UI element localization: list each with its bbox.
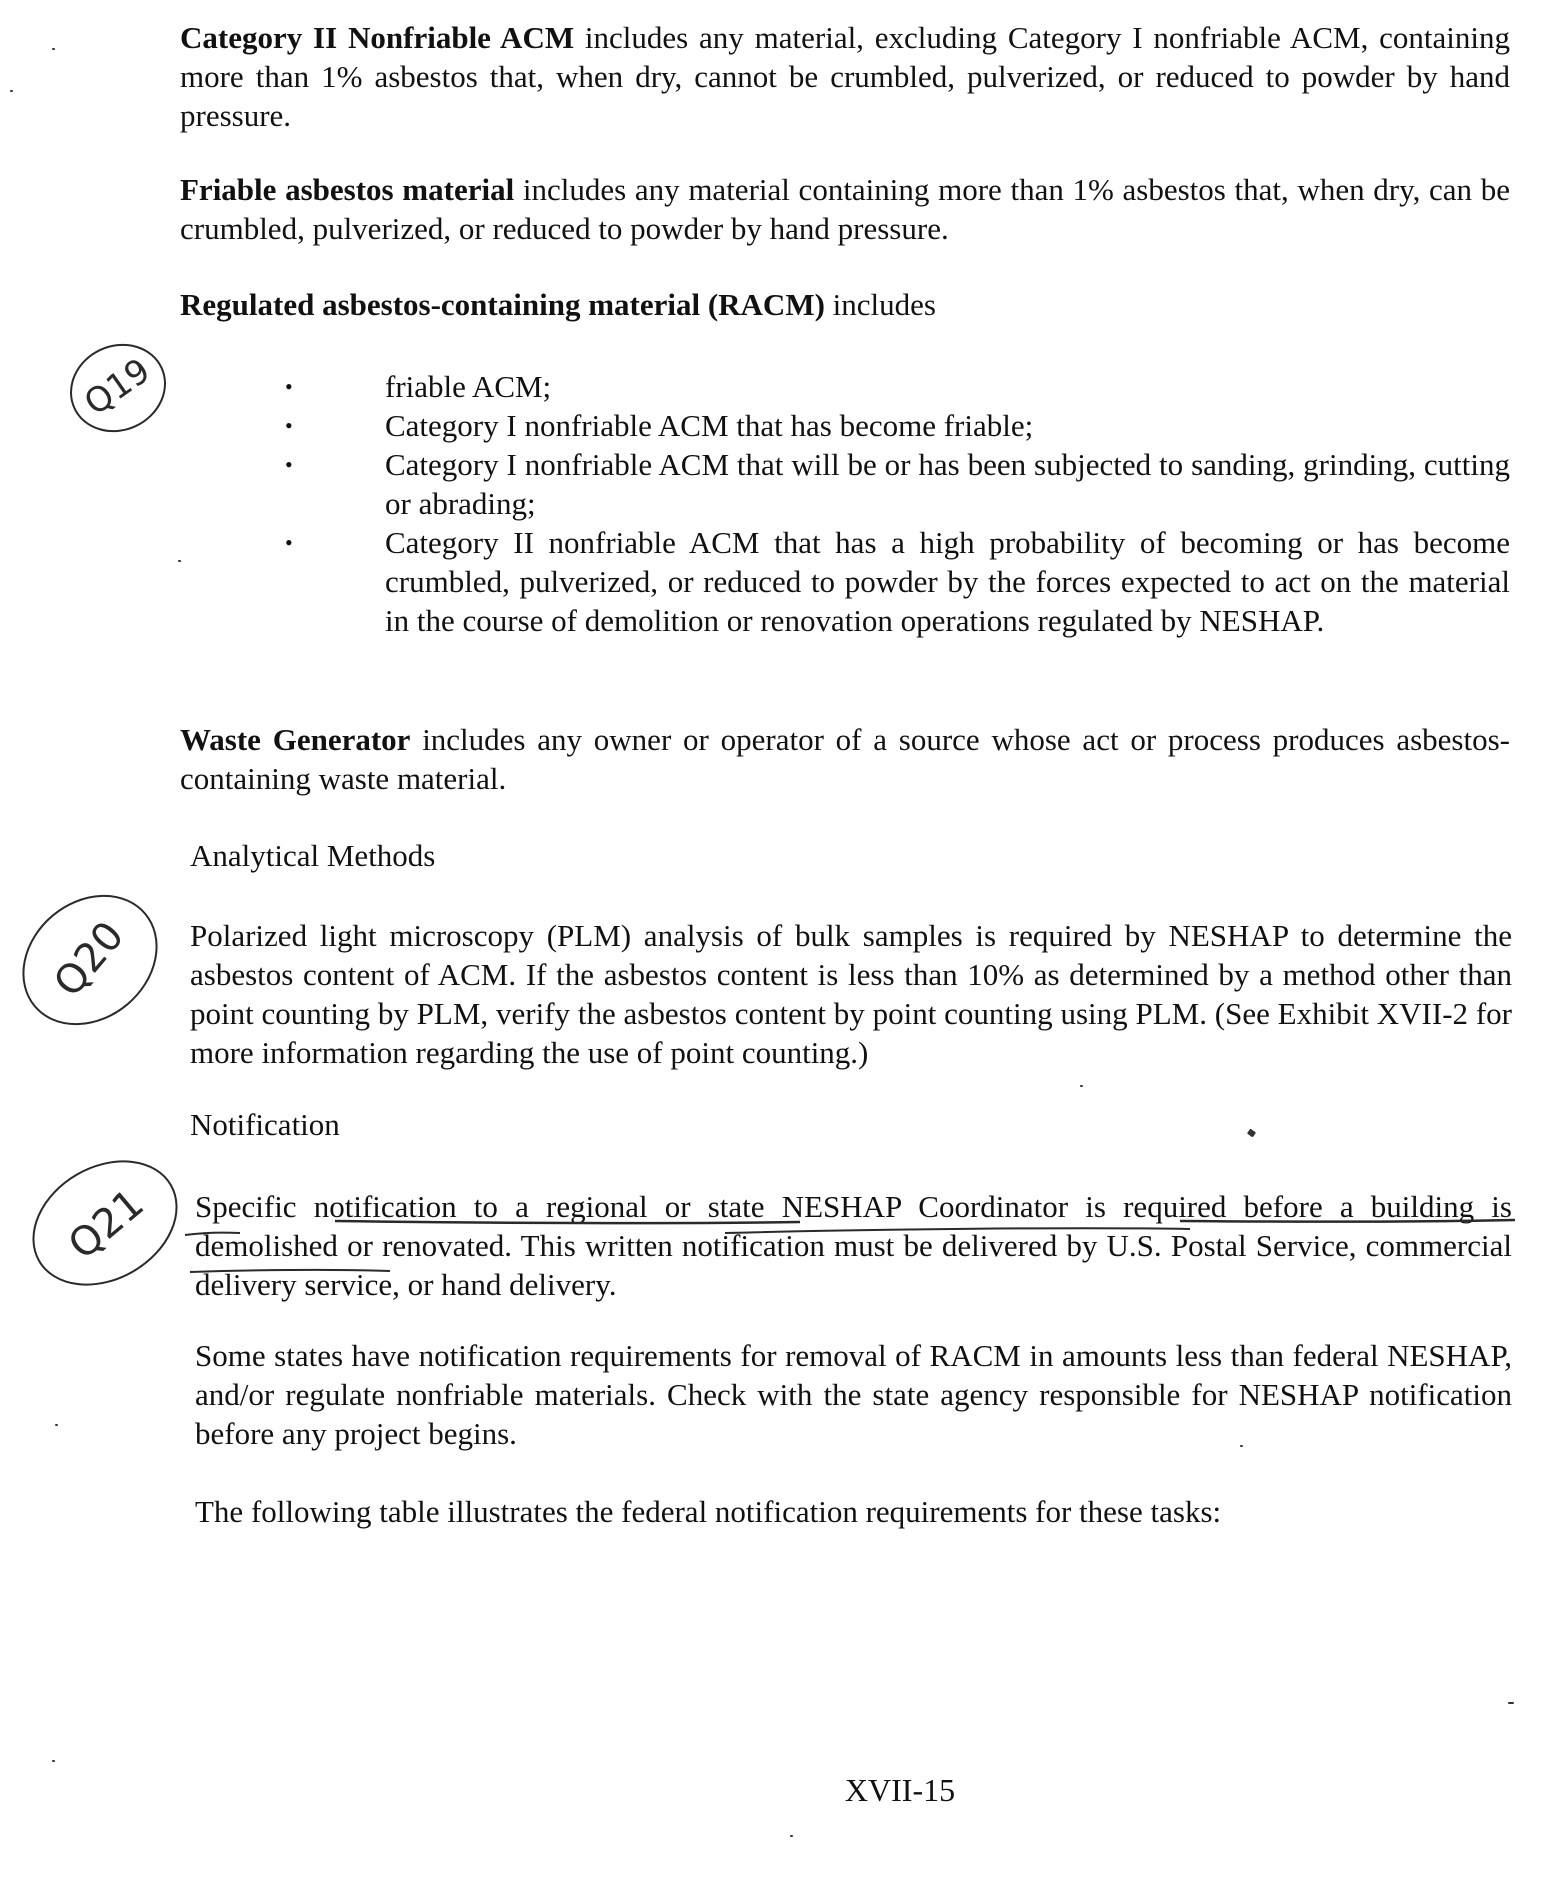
pencil-underlines — [180, 1185, 1520, 1295]
scan-speck — [1508, 1702, 1514, 1704]
scan-speck — [10, 90, 13, 92]
scan-speck — [55, 1424, 58, 1426]
term-category-ii: Category II Nonfriable ACM — [180, 20, 575, 55]
margin-note-q19-text: Q19 — [77, 350, 158, 424]
scan-speck — [790, 1835, 793, 1837]
scan-speck — [52, 1760, 55, 1762]
paragraph-waste-generator — [180, 720, 1510, 798]
margin-note-q21-text: Q21 — [59, 1180, 153, 1269]
list-item: • Category I nonfriable ACM that will be or has been subjected to sanding, grinding, cutting or abrading; — [280, 445, 1510, 523]
definition-waste-generator: includes any owner or operator of a source whose act or process produces asbestos-containing waste material. — [180, 722, 1510, 796]
scan-speck — [52, 48, 55, 50]
paragraph-state-requirements: Some states have notification requirements for removal of RACM in amounts less than federal NESHAP, and/or regulate nonfriable materials. Check with the state agency responsible for NESHAP notification before any project begins. — [195, 1338, 1512, 1451]
paragraph-notification: Specific notification to a regional or state NESHAP Coordinator is required before a building is demolished or renovated. This written notification must be delivered by U.S. Postal Service, commercial delivery service, or hand delivery. — [195, 1189, 1512, 1302]
definition-category-ii: includes any material, excluding Category I nonfriable ACM, containing more than 1% asbestos that, when dry, cannot be crumbled, pulverized, or reduced to powder by hand pressure. — [180, 20, 1510, 133]
page-number: XVII-15 — [844, 1772, 956, 1808]
margin-note-q20 — [10, 880, 170, 1040]
list-item: • friable ACM; — [280, 367, 1510, 406]
racm-list — [280, 367, 1510, 640]
paragraph-racm — [180, 285, 1510, 324]
heading-analytical-methods: Analytical Methods — [190, 838, 436, 873]
margin-note-q20-text: Q20 — [45, 913, 134, 1006]
scan-speck — [1247, 1129, 1256, 1138]
term-waste-generator: Waste Generator — [180, 722, 411, 757]
list-item: • Category I nonfriable ACM that has become friable; — [280, 406, 1510, 445]
list-item: • Category II nonfriable ACM that has a high probability of becoming or has become crumbled, pulverized, or reduced to powder by the forces expected to act on the material in the course of demolition or renovation operations regulated by NESHAP. — [280, 523, 1510, 640]
margin-note-q21 — [20, 1148, 190, 1298]
definition-friable: includes any material containing more than 1% asbestos that, when dry, can be crumbled, pulverized, or reduced to powder by hand pressure. — [180, 172, 1510, 246]
term-friable: Friable asbestos material — [180, 172, 515, 207]
scan-speck — [1240, 1445, 1243, 1447]
paragraph-friable — [180, 170, 1510, 248]
term-racm: Regulated asbestos-containing material (RACM) — [180, 287, 825, 322]
paragraph-table-intro: The following table illustrates the federal notification requirements for these tasks: — [195, 1494, 1222, 1529]
scan-speck — [178, 560, 181, 562]
paragraph-plm: Polarized light microscopy (PLM) analysis of bulk samples is required by NESHAP to determine the asbestos content of ACM. If the asbestos content is less than 10% as determined by a method other than point counting by PLM, verify the asbestos content by point counting using PLM. (See Exhibit XVII-2 for more information regarding the use of point counting.) — [190, 918, 1512, 1070]
scan-speck — [1080, 1085, 1083, 1087]
margin-note-q19 — [60, 330, 180, 450]
heading-notification: Notification — [190, 1107, 340, 1142]
definition-racm: includes — [824, 287, 936, 322]
paragraph-category-ii-nonfriable — [180, 18, 1510, 135]
